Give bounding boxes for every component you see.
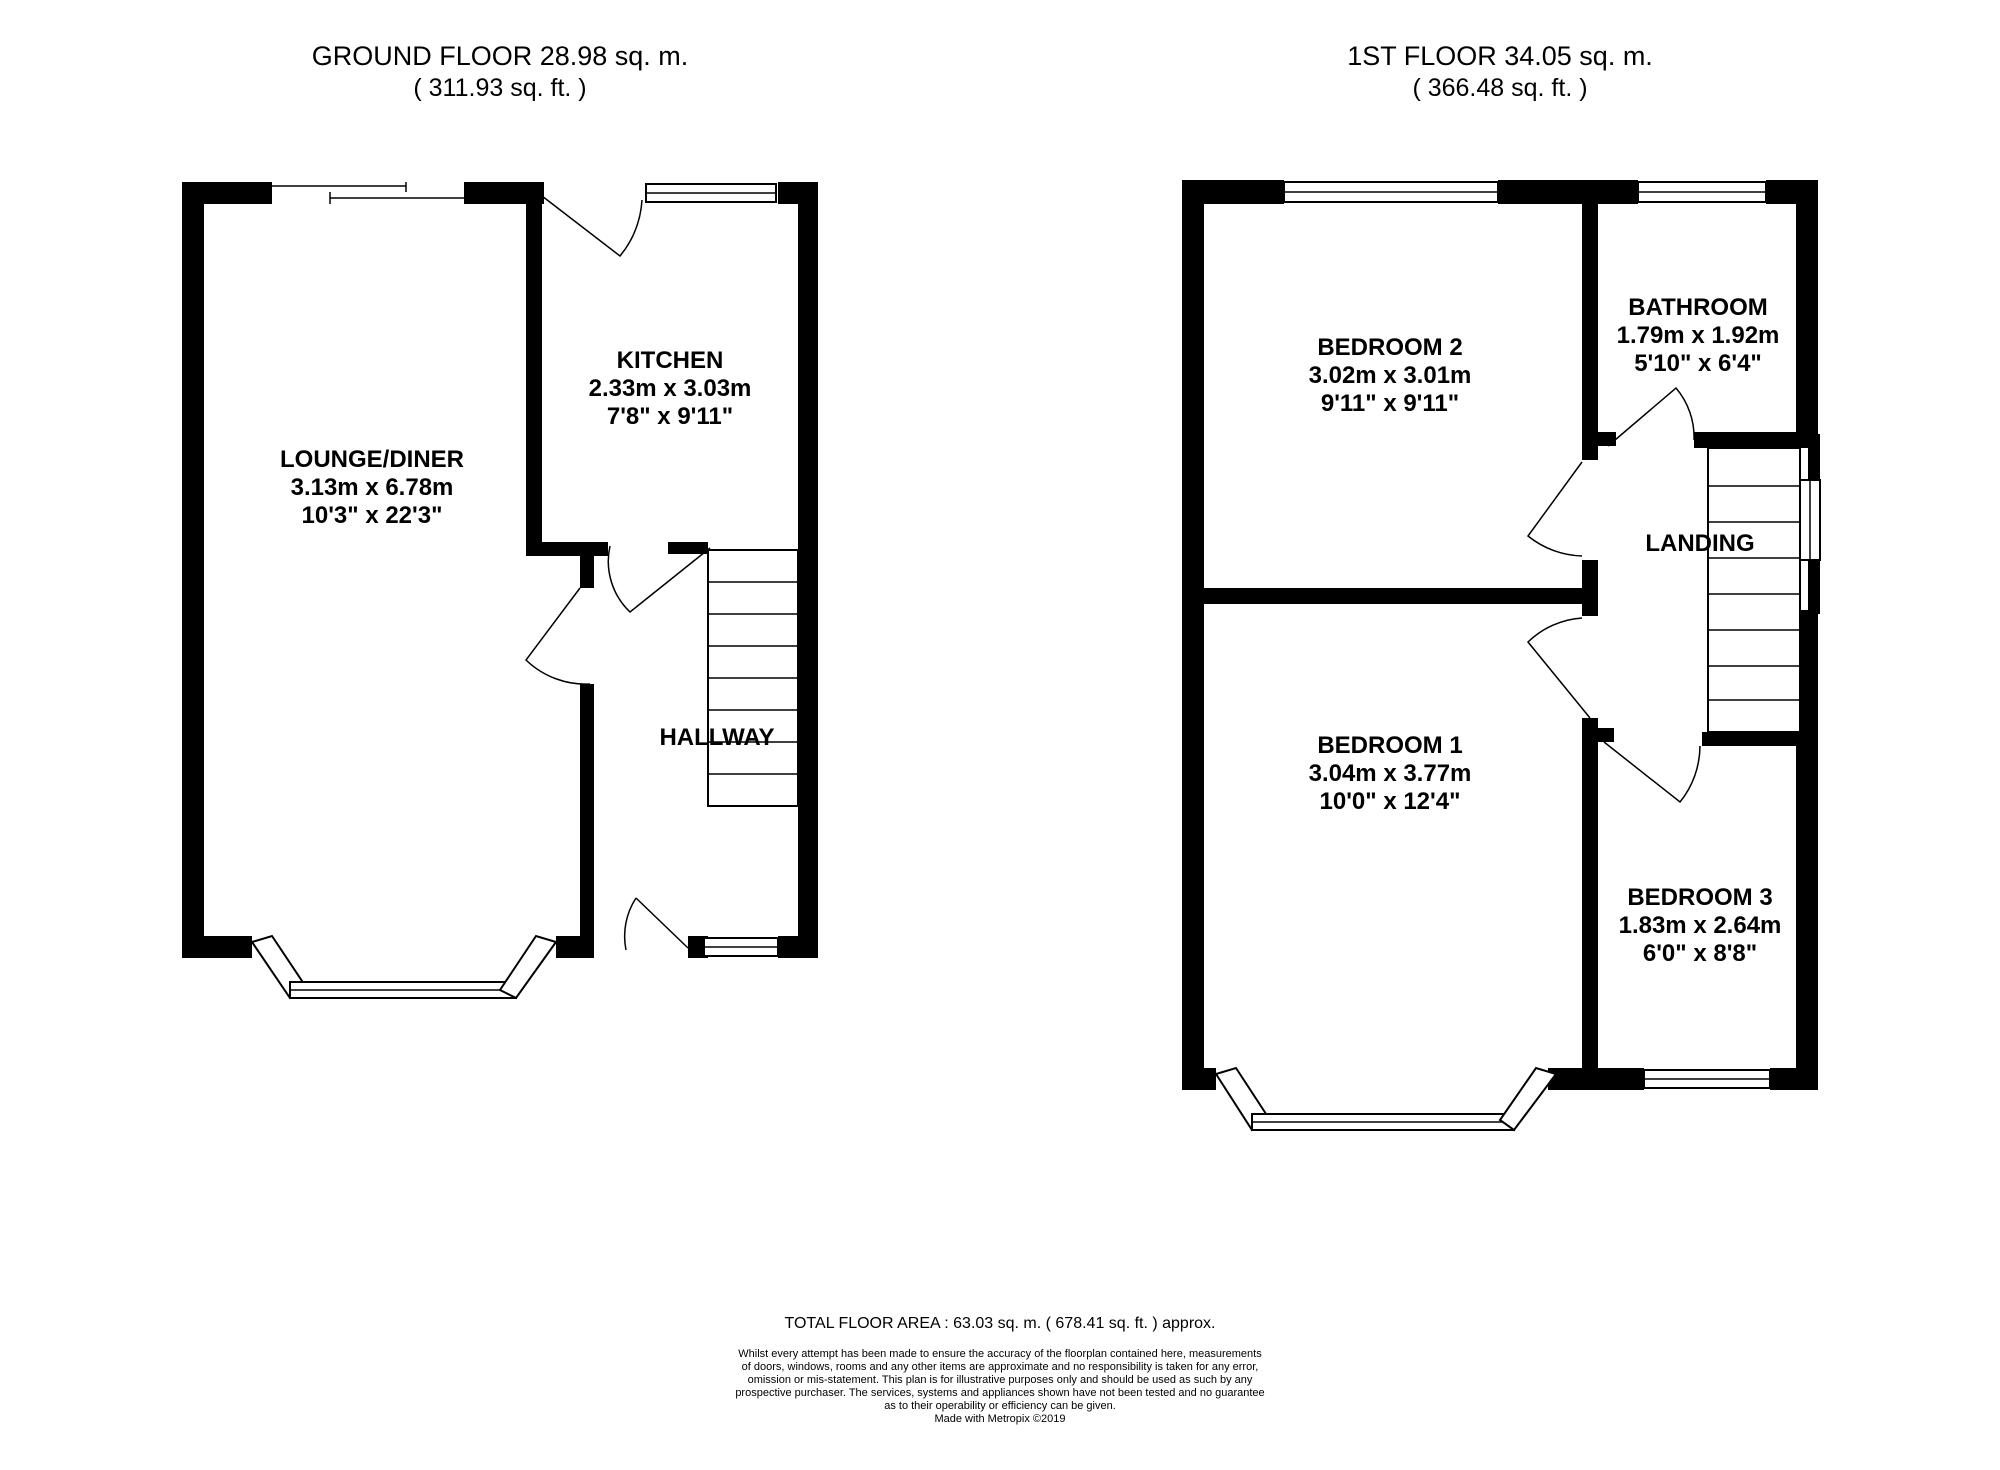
first-floor-area: 1ST FLOOR 34.05 sq. m. bbox=[1347, 41, 1653, 71]
door-swing bbox=[608, 546, 710, 612]
total-floor-area: TOTAL FLOOR AREA : 63.03 sq. m. ( 678.41 sq. ft. ) approx. bbox=[784, 1315, 1216, 1332]
wall bbox=[182, 182, 204, 958]
room-size-metric: 1.83m x 2.64m bbox=[1618, 912, 1782, 939]
wall bbox=[1808, 560, 1820, 614]
wall bbox=[1182, 180, 1284, 204]
ground-floor-plan bbox=[182, 182, 818, 998]
room-name: BEDROOM 1 bbox=[1317, 732, 1463, 759]
room-name: HALLWAY bbox=[659, 724, 775, 751]
disclaimer-line: omission or mis-statement. This plan is for illustrative purposes only and should be used as such by any bbox=[747, 1374, 1253, 1386]
wall bbox=[1182, 588, 1598, 604]
wall bbox=[1582, 718, 1598, 1090]
room-size-metric: 1.79m x 1.92m bbox=[1616, 322, 1780, 349]
room-size-imperial: 7'8" x 9'11" bbox=[606, 403, 734, 430]
ground-floor-area: GROUND FLOOR 28.98 sq. m. bbox=[311, 41, 689, 71]
wall bbox=[778, 936, 818, 958]
staircase bbox=[708, 550, 798, 806]
wall bbox=[1770, 1068, 1818, 1090]
wall bbox=[1702, 732, 1818, 746]
disclaimer-line: of doors, windows, rooms and any other items are approximate and no responsibility is taken for any error, bbox=[741, 1361, 1259, 1373]
door-swing bbox=[1604, 742, 1700, 802]
disclaimer-line: as to their operability or efficiency can be given. bbox=[884, 1400, 1116, 1412]
room-size-imperial: 6'0" x 8'8" bbox=[1642, 940, 1758, 967]
room-name: LOUNGE/DINER bbox=[279, 446, 464, 473]
wall bbox=[1582, 180, 1598, 460]
bay-window bbox=[500, 936, 556, 998]
room-name: BEDROOM 2 bbox=[1317, 334, 1463, 361]
room-name: LANDING bbox=[1645, 530, 1755, 557]
room-label-lounge-diner bbox=[232, 446, 512, 530]
wall bbox=[1796, 180, 1818, 434]
room-name: BATHROOM bbox=[1628, 294, 1768, 321]
room-size-imperial: 10'0" x 12'4" bbox=[1319, 788, 1461, 815]
room-size-imperial: 5'10" x 6'4" bbox=[1634, 350, 1762, 377]
room-name: BEDROOM 3 bbox=[1627, 884, 1773, 911]
staircase bbox=[1708, 448, 1800, 732]
wall bbox=[182, 182, 272, 204]
room-size-metric: 2.33m x 3.03m bbox=[588, 375, 752, 402]
wall bbox=[1694, 432, 1818, 448]
wall bbox=[526, 542, 608, 556]
room-label-bedroom-1 bbox=[1250, 732, 1530, 816]
door-swing bbox=[625, 898, 688, 950]
door-swing bbox=[1608, 388, 1694, 446]
wall bbox=[1598, 432, 1616, 446]
bay-window bbox=[1500, 1068, 1556, 1130]
room-size-metric: 3.13m x 6.78m bbox=[290, 474, 454, 501]
room-size-imperial: 10'3" x 22'3" bbox=[301, 502, 443, 529]
room-size-imperial: 9'11" x 9'11" bbox=[1320, 390, 1460, 417]
room-label-bedroom-2 bbox=[1250, 334, 1530, 418]
room-label-kitchen bbox=[548, 347, 792, 431]
room-size-metric: 3.04m x 3.77m bbox=[1308, 760, 1472, 787]
room-label-bathroom bbox=[1600, 294, 1796, 378]
wall bbox=[1582, 560, 1598, 616]
room-label-landing bbox=[1620, 530, 1780, 558]
wall bbox=[1182, 1068, 1216, 1090]
room-size-metric: 3.02m x 3.01m bbox=[1308, 362, 1472, 389]
wall bbox=[580, 684, 594, 958]
disclaimer-line: prospective purchaser. The services, systems and appliances shown have not been tested and no guarantee bbox=[735, 1387, 1265, 1399]
wall bbox=[526, 182, 542, 554]
door-swing bbox=[1528, 618, 1590, 718]
disclaimer-line: Whilst every attempt has been made to ensure the accuracy of the floorplan contained here, measurements bbox=[738, 1348, 1262, 1360]
wall bbox=[1598, 728, 1614, 742]
made-with-credit: Made with Metropix ©2019 bbox=[934, 1413, 1066, 1425]
room-label-hallway bbox=[612, 724, 822, 752]
wall bbox=[1182, 180, 1204, 1090]
wall bbox=[556, 936, 594, 958]
wall bbox=[1498, 180, 1638, 204]
room-name: KITCHEN bbox=[616, 347, 724, 374]
first-floor-area-sqft: ( 366.48 sq. ft. ) bbox=[1412, 74, 1588, 102]
wall bbox=[1548, 1068, 1644, 1090]
footer bbox=[540, 1314, 1460, 1426]
door-swing bbox=[526, 588, 590, 684]
room-label-bedroom-3 bbox=[1600, 884, 1800, 968]
door-swing bbox=[1528, 462, 1582, 556]
wall bbox=[580, 542, 594, 588]
wall bbox=[182, 936, 252, 958]
disclaimer bbox=[540, 1348, 1460, 1426]
wall bbox=[668, 542, 708, 554]
wall bbox=[798, 182, 818, 958]
door-swing bbox=[542, 196, 642, 256]
ground-floor-area-sqft: ( 311.93 sq. ft. ) bbox=[413, 74, 587, 102]
